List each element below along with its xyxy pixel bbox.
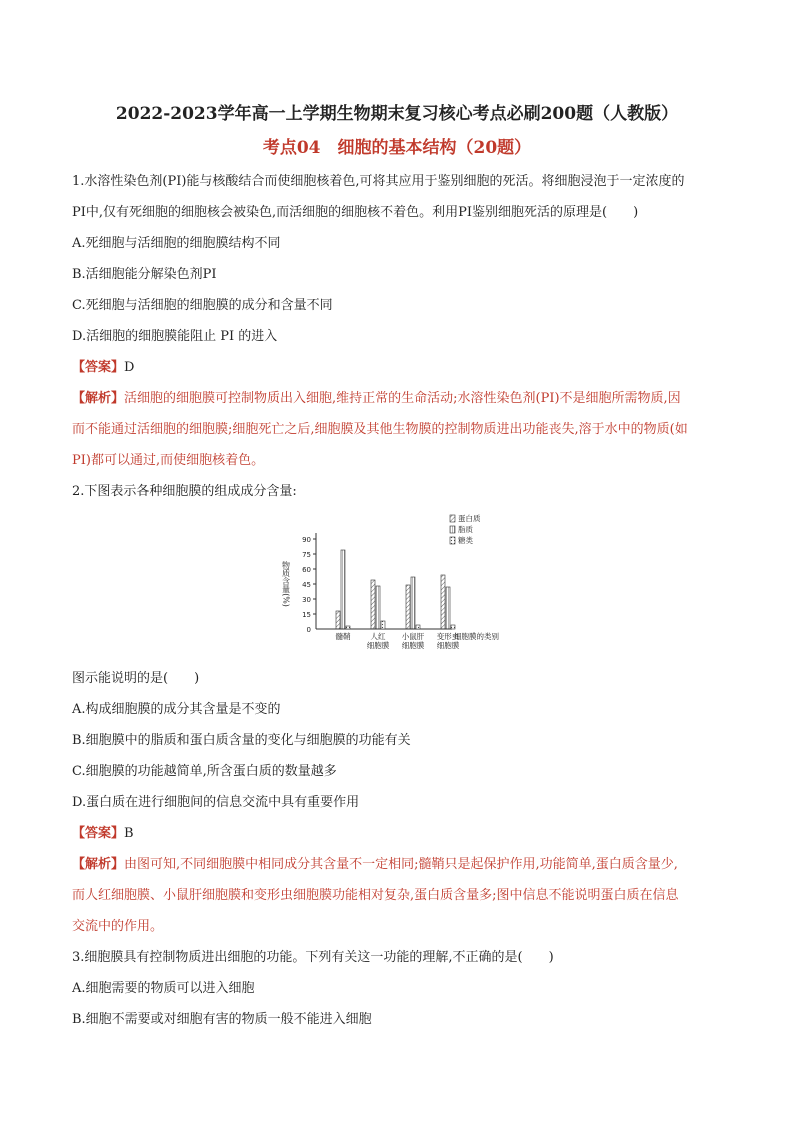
analysis-text: 活细胞的细胞膜可控制物质出入细胞,维持正常的生命活动;水溶性染色剂(PI)不是细胞所需物质,因	[124, 391, 681, 406]
q3-option-b: B.细胞不需要或对细胞有害的物质一般不能进入细胞	[72, 1012, 372, 1027]
q2-analysis-line1	[72, 849, 722, 880]
q1-analysis-line3: PI)都可以通过,而使细胞核着色。	[72, 453, 265, 468]
category-label: 细胞膜	[436, 641, 460, 650]
legend-label: 糖类	[458, 536, 473, 545]
bar-2-3	[451, 625, 455, 629]
q1-option-c: C.死细胞与活细胞的细胞膜的成分和含量不同	[72, 298, 333, 313]
category-label: 细胞膜	[401, 641, 425, 650]
q2-analysis-line2: 而人红细胞膜、小鼠肝细胞膜和变形虫细胞膜功能相对复杂,蛋白质含量多;图中信息不能说明蛋白质在信息	[72, 888, 679, 903]
bar-2-1	[381, 621, 385, 629]
answer-tag: 【答案】	[72, 826, 125, 841]
q1-analysis-line2: 而不能通过活细胞的细胞膜;细胞死亡之后,细胞膜及其他生物膜的控制物质进出功能丧失,溶于水中的物质(如	[72, 422, 688, 437]
category-label: 髓鞘	[335, 632, 351, 641]
q3-option-a: A.细胞需要的物质可以进入细胞	[72, 981, 255, 996]
q3-stem: 3.细胞膜具有控制物质进出细胞的功能。下列有关这一功能的理解,不正确的是( )	[72, 950, 554, 965]
bar-1-0	[341, 550, 345, 629]
q2-analysis-line3: 交流中的作用。	[72, 919, 164, 934]
answer-value: B	[124, 826, 134, 841]
y-tick-label: 0	[306, 626, 311, 634]
legend-label: 蛋白质	[458, 514, 481, 523]
document-page	[72, 100, 722, 1035]
y-tick-label: 75	[302, 551, 311, 559]
category-label: 人红	[370, 632, 386, 641]
bar-1-1	[376, 586, 380, 629]
legend-swatch	[450, 526, 455, 533]
legend-swatch	[450, 537, 455, 544]
q2-option-d: D.蛋白质在进行细胞间的信息交流中具有重要作用	[72, 795, 360, 810]
q1-option-a: A.死细胞与活细胞的细胞膜结构不同	[72, 236, 281, 251]
q2-prompt: 图示能说明的是( )	[72, 671, 200, 686]
category-label: 变形虫	[436, 632, 460, 641]
y-tick-label: 15	[302, 611, 311, 619]
q1-option-b: B.活细胞能分解染色剂PI	[72, 267, 217, 282]
y-tick-label: 30	[302, 596, 311, 604]
legend-label: 脂质	[458, 525, 473, 534]
bar-chart-svg	[72, 509, 722, 659]
q2-option-b: B.细胞膜中的脂质和蛋白质含量的变化与细胞膜的功能有关	[72, 733, 411, 748]
bar-0-1	[371, 580, 375, 629]
q2-stem: 2.下图表示各种细胞膜的组成成分含量:	[72, 484, 297, 499]
legend-swatch	[450, 515, 455, 522]
q2-answer	[72, 818, 722, 849]
q1-stem-line1: 1.水溶性染色剂(PI)能与核酸结合而使细胞核着色,可将其应用于鉴别细胞的死活。将细胞浸泡于一定浓度的	[72, 174, 685, 189]
x-axis-label: 细胞膜的类别	[454, 632, 499, 641]
bar-0-0	[336, 611, 340, 629]
q2-option-c: C.细胞膜的功能越简单,所含蛋白质的数量越多	[72, 764, 337, 779]
q1-stem-line2: PI中,仅有死细胞的细胞核会被染色,而活细胞的细胞核不着色。利用PI鉴别细胞死活的原理是( )	[72, 205, 639, 220]
category-label: 细胞膜	[366, 641, 390, 650]
membrane-composition-chart	[72, 509, 722, 659]
analysis-text: 由图可知,不同细胞膜中相同成分其含量不一定相同;髓鞘只是起保护作用,功能简单,蛋白质含量少,	[124, 857, 678, 872]
bar-1-3	[446, 587, 450, 629]
analysis-tag: 【解析】	[72, 391, 125, 406]
q2-option-a: A.构成细胞膜的成分其含量是不变的	[72, 702, 281, 717]
q1-option-d: D.活细胞的细胞膜能阻止 PI 的进入	[72, 329, 278, 344]
q1-answer	[72, 352, 722, 383]
doc-title: 2022-2023学年高一上学期生物期末复习核心考点必刷200题（人教版）	[115, 104, 679, 124]
bar-2-0	[346, 626, 350, 629]
bar-0-2	[406, 585, 410, 629]
answer-tag: 【答案】	[72, 360, 125, 375]
bar-2-2	[416, 625, 420, 629]
category-label: 小鼠肝	[401, 632, 425, 641]
bar-1-2	[411, 577, 415, 629]
y-tick-label: 60	[302, 566, 311, 574]
answer-value: D	[124, 360, 135, 375]
question-1	[72, 166, 722, 476]
q1-analysis-line1	[72, 383, 722, 414]
question-3	[72, 942, 722, 1035]
question-2	[72, 476, 722, 942]
doc-subtitle: 考点04 细胞的基本结构（20题）	[262, 138, 532, 158]
y-tick-label: 90	[302, 536, 311, 544]
bar-0-3	[441, 575, 445, 629]
y-axis-label: 物质含量(%)	[281, 561, 291, 607]
analysis-tag: 【解析】	[72, 857, 125, 872]
y-tick-label: 45	[302, 581, 311, 589]
